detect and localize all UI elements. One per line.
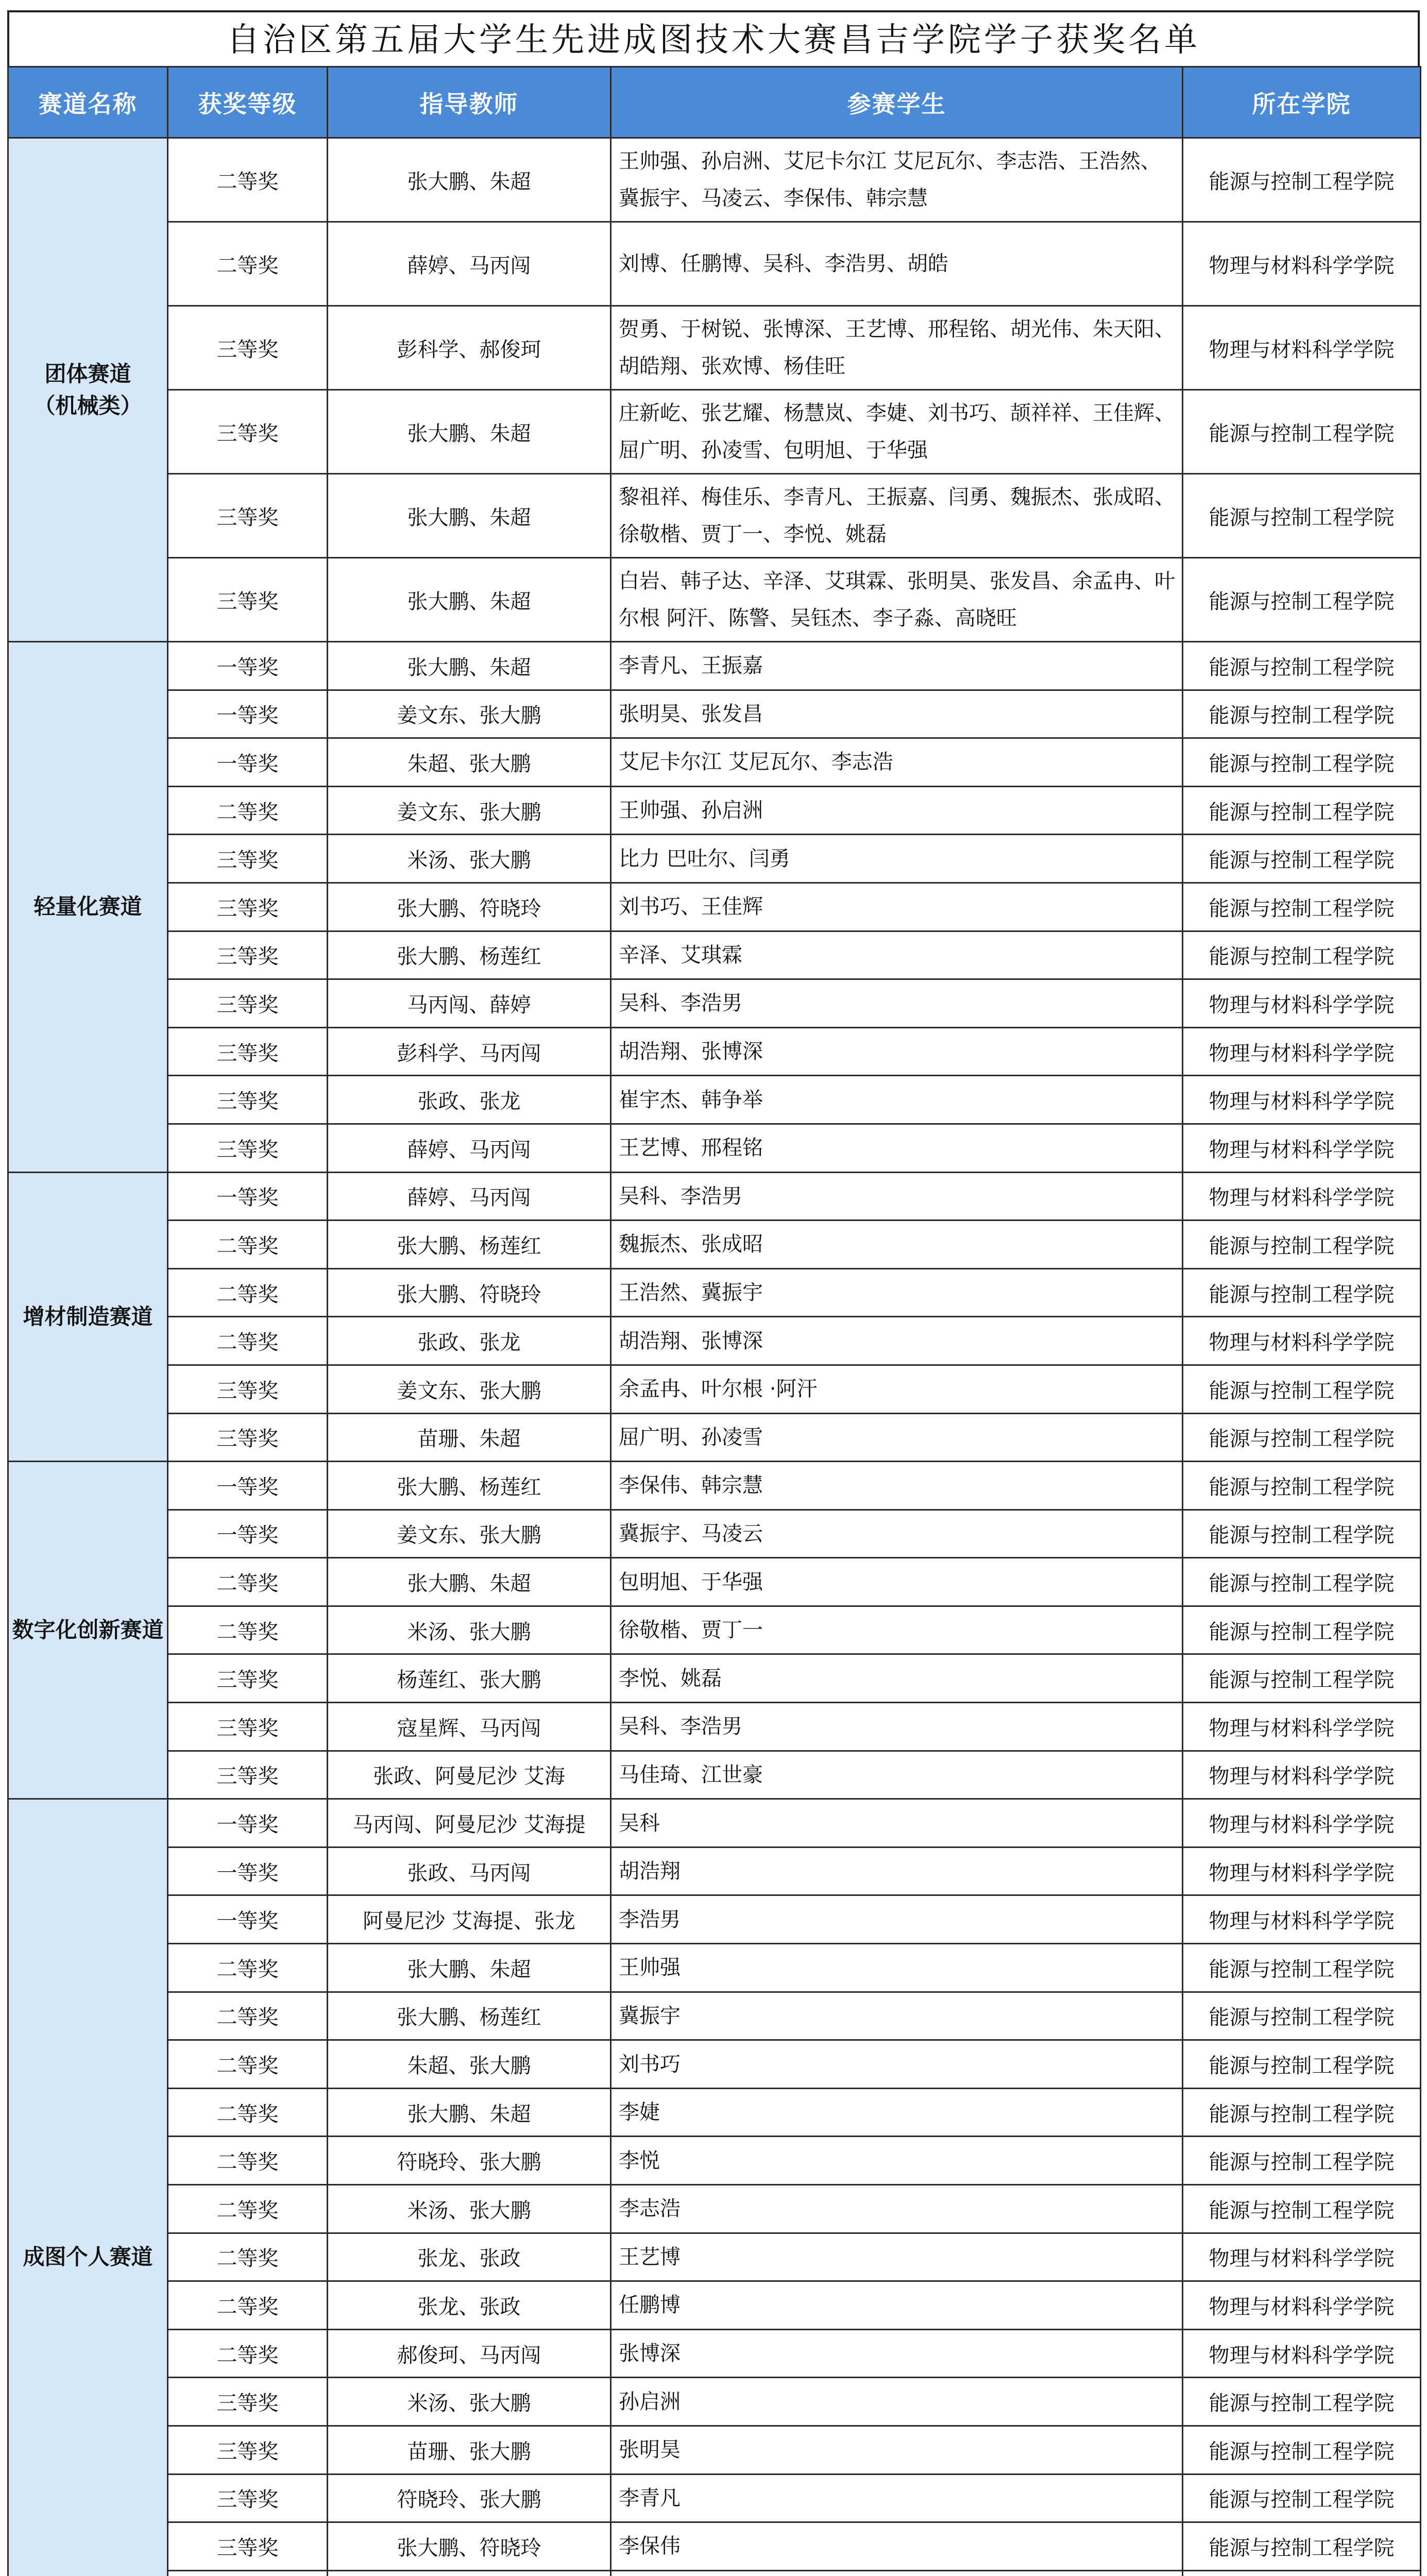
table-row <box>8 1124 1421 1172</box>
students-cell: 王帅强 <box>611 1944 1183 1992</box>
table-row <box>8 1751 1421 1799</box>
award-level-cell: 一等奖 <box>168 1172 328 1221</box>
header-track: 赛道名称 <box>8 67 168 138</box>
table-row <box>8 1268 1421 1317</box>
teachers-cell: 朱超、张大鹏 <box>328 2040 611 2089</box>
students-cell: 吴科、李浩男 <box>611 979 1183 1028</box>
table-row <box>8 1944 1421 1992</box>
table-row <box>8 138 1421 222</box>
college-cell: 能源与控制工程学院 <box>1183 1413 1421 1462</box>
students-cell: 艾尼卡尔江 艾尼瓦尔、李志浩 <box>611 738 1183 787</box>
college-cell: 能源与控制工程学院 <box>1183 2522 1421 2571</box>
college-cell: 能源与控制工程学院 <box>1183 2474 1421 2522</box>
table-row <box>8 690 1421 738</box>
teachers-cell: 张大鹏、朱超 <box>328 642 611 690</box>
college-cell: 能源与控制工程学院 <box>1183 1510 1421 1558</box>
award-level-cell: 三等奖 <box>168 1365 328 1413</box>
table-row <box>8 2570 1421 2576</box>
college-cell: 物理与材料科学学院 <box>1183 979 1421 1028</box>
award-level-cell: 二等奖 <box>168 1317 328 1365</box>
track-name-line: 轻量化赛道 <box>33 894 142 920</box>
table-row <box>8 1462 1421 1510</box>
college-cell: 物理与材料科学学院 <box>1183 2233 1421 2281</box>
college-cell: 能源与控制工程学院 <box>1183 474 1421 558</box>
college-cell: 物理与材料科学学院 <box>1183 1703 1421 1751</box>
college-cell: 物理与材料科学学院 <box>1183 2329 1421 2378</box>
award-level-cell: 二等奖 <box>168 2088 328 2137</box>
award-level-cell: 二等奖 <box>168 138 328 222</box>
table-row <box>8 786 1421 835</box>
award-level-cell: 二等奖 <box>168 2185 328 2233</box>
header-college: 所在学院 <box>1183 67 1421 138</box>
award-level-cell: 二等奖 <box>168 1992 328 2040</box>
award-level-cell: 一等奖 <box>168 1510 328 1558</box>
students-cell: 吴科 <box>611 1799 1183 1848</box>
students-cell: 黎祖祥、梅佳乐、李青凡、王振嘉、闫勇、魏振杰、张成昭、徐敬楷、贾丁一、李悦、姚磊 <box>611 474 1183 558</box>
students-cell: 任鹏博 <box>611 2281 1183 2330</box>
award-level-cell: 三等奖 <box>168 1027 328 1076</box>
award-level-cell: 三等奖 <box>168 979 328 1028</box>
table-row <box>8 1172 1421 1221</box>
students-cell: 庄新屹、张艺耀、杨慧岚、李婕、刘书巧、颉祥祥、王佳辉、屈广明、孙凌雪、包明旭、于华强 <box>611 390 1183 474</box>
table-row <box>8 2426 1421 2474</box>
table-row <box>8 1703 1421 1751</box>
teachers-cell: 米汤、张大鹏 <box>328 1606 611 1654</box>
table-row <box>8 2522 1421 2571</box>
students-cell: 张博深 <box>611 2329 1183 2378</box>
teachers-cell: 张政、张龙 <box>328 1076 611 1124</box>
award-level-cell: 三等奖 <box>168 1124 328 1172</box>
college-cell: 能源与控制工程学院 <box>1183 1654 1421 1703</box>
award-level-cell: 三等奖 <box>168 2378 328 2426</box>
students-cell: 王艺博 <box>611 2233 1183 2281</box>
teachers-cell: 张大鹏、符晓玲 <box>328 1268 611 1317</box>
students-cell: 王帅强、孙启洲 <box>611 786 1183 835</box>
teachers-cell: 张大鹏、杨莲红 <box>328 1462 611 1510</box>
college-cell: 能源与控制工程学院 <box>1183 2040 1421 2089</box>
header-teachers: 指导教师 <box>328 67 611 138</box>
students-cell: 李浩男 <box>611 1895 1183 1944</box>
teachers-cell: 符晓玲、张大鹏 <box>328 2137 611 2185</box>
college-cell: 物理与材料科学学院 <box>1183 306 1421 390</box>
award-level-cell: 二等奖 <box>168 1268 328 1317</box>
track-name-line: 成图个人赛道 <box>23 2244 153 2269</box>
teachers-cell: 郝俊珂、马丙闯 <box>328 2329 611 2378</box>
award-level-cell: 一等奖 <box>168 1799 328 1848</box>
track-name-line: （机械类） <box>33 393 142 418</box>
table-row <box>8 1317 1421 1365</box>
teachers-cell: 张大鹏、符晓玲 <box>328 883 611 931</box>
teachers-cell: 张政、阿曼尼沙 艾海 <box>328 1751 611 1799</box>
college-cell: 物理与材料科学学院 <box>1183 1751 1421 1799</box>
students-cell <box>611 2570 1183 2576</box>
award-level-cell: 三等奖 <box>168 1654 328 1703</box>
teachers-cell: 张大鹏、朱超 <box>328 138 611 222</box>
table-row <box>8 2329 1421 2378</box>
students-cell: 比力 巴吐尔、闫勇 <box>611 835 1183 883</box>
award-level-cell: 三等奖 <box>168 306 328 390</box>
teachers-cell: 张大鹏、杨莲红 <box>328 931 611 979</box>
college-cell: 能源与控制工程学院 <box>1183 1558 1421 1606</box>
table-row <box>8 883 1421 931</box>
teachers-cell: 薛婷、马丙闯 <box>328 222 611 306</box>
table-row <box>8 835 1421 883</box>
table-row <box>8 558 1421 642</box>
teachers-cell: 张大鹏、朱超 <box>328 390 611 474</box>
college-cell: 物理与材料科学学院 <box>1183 2281 1421 2330</box>
teachers-cell: 彭科学、马丙闯 <box>328 1027 611 1076</box>
students-cell: 屈广明、孙凌雪 <box>611 1413 1183 1462</box>
award-level-cell: 一等奖 <box>168 642 328 690</box>
award-level-cell: 一等奖 <box>168 1847 328 1895</box>
students-cell: 胡浩翔、张博深 <box>611 1317 1183 1365</box>
college-cell: 物理与材料科学学院 <box>1183 1124 1421 1172</box>
table-header <box>8 67 1421 138</box>
college-cell: 能源与控制工程学院 <box>1183 2137 1421 2185</box>
students-cell: 李保伟、韩宗慧 <box>611 1462 1183 1510</box>
college-cell: 能源与控制工程学院 <box>1183 2426 1421 2474</box>
students-cell: 魏振杰、张成昭 <box>611 1221 1183 1269</box>
table-row <box>8 2281 1421 2330</box>
students-cell: 李婕 <box>611 2088 1183 2137</box>
track-name-cell <box>8 138 168 642</box>
college-cell: 能源与控制工程学院 <box>1183 1992 1421 2040</box>
college-cell: 能源与控制工程学院 <box>1183 558 1421 642</box>
award-level-cell: 三等奖 <box>168 2474 328 2522</box>
award-level-cell: 二等奖 <box>168 1944 328 1992</box>
students-cell: 刘书巧 <box>611 2040 1183 2089</box>
table-row <box>8 1895 1421 1944</box>
table-row <box>8 1847 1421 1895</box>
award-level-cell: 三等奖 <box>168 883 328 931</box>
award-level-cell: 三等奖 <box>168 474 328 558</box>
table-row <box>8 1558 1421 1606</box>
award-level-cell: 三等奖 <box>168 558 328 642</box>
award-level-cell: 三等奖 <box>168 1751 328 1799</box>
table-row <box>8 1606 1421 1654</box>
track-name-cell <box>8 1462 168 1799</box>
award-level-cell: 三等奖 <box>168 1413 328 1462</box>
award-level-cell: 二等奖 <box>168 1606 328 1654</box>
students-cell: 王浩然、冀振宇 <box>611 1268 1183 1317</box>
table-row <box>8 2040 1421 2089</box>
college-cell: 物理与材料科学学院 <box>1183 1895 1421 1944</box>
track-name-cell <box>8 642 168 1173</box>
track-name-line: 团体赛道 <box>44 361 131 386</box>
table-row <box>8 2474 1421 2522</box>
table-row <box>8 2088 1421 2137</box>
teachers-cell: 苗珊、朱超 <box>328 1413 611 1462</box>
award-level-cell: 二等奖 <box>168 786 328 835</box>
table-row <box>8 2137 1421 2185</box>
teachers-cell: 朱超、张大鹏 <box>328 738 611 787</box>
college-cell: 能源与控制工程学院 <box>1183 642 1421 690</box>
award-level-cell: 三等奖 <box>168 390 328 474</box>
track-name-line: 增材制造赛道 <box>23 1303 153 1329</box>
award-level-cell: 二等奖 <box>168 2137 328 2185</box>
table-row <box>8 1510 1421 1558</box>
teachers-cell: 马丙闯、薛婷 <box>328 979 611 1028</box>
college-cell: 能源与控制工程学院 <box>1183 931 1421 979</box>
college-cell: 能源与控制工程学院 <box>1183 738 1421 787</box>
students-cell: 王帅强、孙启洲、艾尼卡尔江 艾尼瓦尔、李志浩、王浩然、冀振宇、马凌云、李保伟、韩宗慧 <box>611 138 1183 222</box>
students-cell: 冀振宇 <box>611 1992 1183 2040</box>
award-level-cell: 二等奖 <box>168 2281 328 2330</box>
college-cell: 物理与材料科学学院 <box>1183 1847 1421 1895</box>
college-cell: 物理与材料科学学院 <box>1183 1799 1421 1848</box>
teachers-cell: 张大鹏、朱超 <box>328 558 611 642</box>
teachers-cell: 张大鹏、杨莲红 <box>328 1992 611 2040</box>
teachers-cell: 张大鹏、朱超 <box>328 2088 611 2137</box>
college-cell: 能源与控制工程学院 <box>1183 835 1421 883</box>
table-body <box>8 138 1421 2576</box>
table-row <box>8 390 1421 474</box>
students-cell: 李悦、姚磊 <box>611 1654 1183 1703</box>
college-cell: 能源与控制工程学院 <box>1183 1606 1421 1654</box>
teachers-cell: 张龙、张政 <box>328 2281 611 2330</box>
track-name-cell <box>8 1799 168 2576</box>
teachers-cell: 薛婷、马丙闯 <box>328 1172 611 1221</box>
college-cell: 能源与控制工程学院 <box>1183 1944 1421 1992</box>
award-level-cell: 一等奖 <box>168 1895 328 1944</box>
award-level-cell: 二等奖 <box>168 1221 328 1269</box>
students-cell: 贺勇、于树锐、张博深、王艺博、邢程铭、胡光伟、朱天阳、胡皓翔、张欢博、杨佳旺 <box>611 306 1183 390</box>
teachers-cell: 张政、马丙闯 <box>328 1847 611 1895</box>
table-row <box>8 1365 1421 1413</box>
teachers-cell: 米汤、张大鹏 <box>328 2378 611 2426</box>
teachers-cell: 张政、张龙 <box>328 1317 611 1365</box>
students-cell: 孙启洲 <box>611 2378 1183 2426</box>
table-row <box>8 931 1421 979</box>
teachers-cell: 符晓玲、张大鹏 <box>328 2474 611 2522</box>
teachers-cell: 米汤、张大鹏 <box>328 2185 611 2233</box>
award-level-cell: 一等奖 <box>168 1462 328 1510</box>
students-cell: 辛泽、艾琪霖 <box>611 931 1183 979</box>
award-level-cell: 三等奖 <box>168 931 328 979</box>
document-title: 自治区第五届大学生先进成图技术大赛昌吉学院学子获奖名单 <box>7 10 1420 66</box>
table-row <box>8 738 1421 787</box>
teachers-cell: 张大鹏、朱超 <box>328 1558 611 1606</box>
college-cell: 能源与控制工程学院 <box>1183 138 1421 222</box>
teachers-cell: 张大鹏、朱超 <box>328 474 611 558</box>
students-cell: 刘书巧、王佳辉 <box>611 883 1183 931</box>
college-cell: 能源与控制工程学院 <box>1183 786 1421 835</box>
award-level-cell: 一等奖 <box>168 690 328 738</box>
table-row <box>8 1076 1421 1124</box>
students-cell: 李悦 <box>611 2137 1183 2185</box>
teachers-cell: 彭科学、郝俊珂 <box>328 306 611 390</box>
award-level-cell: 三等奖 <box>168 1703 328 1751</box>
teachers-cell: 张龙、张政 <box>328 2233 611 2281</box>
students-cell: 李志浩 <box>611 2185 1183 2233</box>
students-cell: 马佳琦、江世豪 <box>611 1751 1183 1799</box>
table-row <box>8 2233 1421 2281</box>
college-cell: 能源与控制工程学院 <box>1183 390 1421 474</box>
students-cell: 李青凡 <box>611 2474 1183 2522</box>
college-cell: 能源与控制工程学院 <box>1183 1365 1421 1413</box>
table-row <box>8 474 1421 558</box>
award-level-cell: 三等奖 <box>168 2426 328 2474</box>
award-level-cell: 二等奖 <box>168 2329 328 2378</box>
students-cell: 李保伟 <box>611 2522 1183 2571</box>
college-cell: 物理与材料科学学院 <box>1183 1317 1421 1365</box>
college-cell: 能源与控制工程学院 <box>1183 690 1421 738</box>
award-level-cell <box>168 2570 328 2576</box>
teachers-cell <box>328 2570 611 2576</box>
award-level-cell: 一等奖 <box>168 738 328 787</box>
college-cell: 能源与控制工程学院 <box>1183 2088 1421 2137</box>
teachers-cell: 张大鹏、符晓玲 <box>328 2522 611 2571</box>
teachers-cell: 苗珊、张大鹏 <box>328 2426 611 2474</box>
table-row <box>8 1992 1421 2040</box>
students-cell: 王艺博、邢程铭 <box>611 1124 1183 1172</box>
college-cell: 能源与控制工程学院 <box>1183 883 1421 931</box>
award-table <box>7 66 1421 2576</box>
teachers-cell: 杨莲红、张大鹏 <box>328 1654 611 1703</box>
award-level-cell: 二等奖 <box>168 2040 328 2089</box>
students-cell: 白岩、韩子达、辛泽、艾琪霖、张明昊、张发昌、余孟冉、叶尔根 阿汗、陈警、吴钰杰、李子淼、高晓旺 <box>611 558 1183 642</box>
table-row <box>8 2185 1421 2233</box>
award-level-cell: 二等奖 <box>168 1558 328 1606</box>
teachers-cell: 姜文东、张大鹏 <box>328 1365 611 1413</box>
award-level-cell: 三等奖 <box>168 1076 328 1124</box>
teachers-cell: 姜文东、张大鹏 <box>328 690 611 738</box>
teachers-cell: 姜文东、张大鹏 <box>328 1510 611 1558</box>
college-cell: 能源与控制工程学院 <box>1183 2185 1421 2233</box>
table-row <box>8 1221 1421 1269</box>
college-cell: 能源与控制工程学院 <box>1183 1268 1421 1317</box>
table-row <box>8 1654 1421 1703</box>
teachers-cell: 寇星辉、马丙闯 <box>328 1703 611 1751</box>
table-row <box>8 222 1421 306</box>
track-name-cell <box>8 1172 168 1462</box>
award-level-cell: 二等奖 <box>168 222 328 306</box>
table-row <box>8 1413 1421 1462</box>
teachers-cell: 马丙闯、阿曼尼沙 艾海提 <box>328 1799 611 1848</box>
table-row <box>8 306 1421 390</box>
teachers-cell: 薛婷、马丙闯 <box>328 1124 611 1172</box>
students-cell: 胡浩翔、张博深 <box>611 1027 1183 1076</box>
award-level-cell: 二等奖 <box>168 2233 328 2281</box>
header-students: 参赛学生 <box>611 67 1183 138</box>
college-cell <box>1183 2570 1421 2576</box>
teachers-cell: 张大鹏、朱超 <box>328 1944 611 1992</box>
students-cell: 张明昊 <box>611 2426 1183 2474</box>
students-cell: 崔宇杰、韩争举 <box>611 1076 1183 1124</box>
table-row <box>8 1799 1421 1848</box>
students-cell: 徐敬楷、贾丁一 <box>611 1606 1183 1654</box>
college-cell: 能源与控制工程学院 <box>1183 1462 1421 1510</box>
students-cell: 李青凡、王振嘉 <box>611 642 1183 690</box>
students-cell: 胡浩翔 <box>611 1847 1183 1895</box>
college-cell: 物理与材料科学学院 <box>1183 1172 1421 1221</box>
students-cell: 冀振宇、马凌云 <box>611 1510 1183 1558</box>
award-level-cell: 三等奖 <box>168 2522 328 2571</box>
teachers-cell: 姜文东、张大鹏 <box>328 786 611 835</box>
college-cell: 能源与控制工程学院 <box>1183 2378 1421 2426</box>
college-cell: 物理与材料科学学院 <box>1183 1027 1421 1076</box>
college-cell: 物理与材料科学学院 <box>1183 1076 1421 1124</box>
table-row <box>8 979 1421 1028</box>
table-row <box>8 2378 1421 2426</box>
college-cell: 能源与控制工程学院 <box>1183 1221 1421 1269</box>
students-cell: 余孟冉、叶尔根 ·阿汗 <box>611 1365 1183 1413</box>
header-level: 获奖等级 <box>168 67 328 138</box>
students-cell: 张明昊、张发昌 <box>611 690 1183 738</box>
table-row <box>8 1027 1421 1076</box>
teachers-cell: 阿曼尼沙 艾海提、张龙 <box>328 1895 611 1944</box>
students-cell: 吴科、李浩男 <box>611 1703 1183 1751</box>
students-cell: 刘博、任鹏博、吴科、李浩男、胡皓 <box>611 222 1183 306</box>
students-cell: 包明旭、于华强 <box>611 1558 1183 1606</box>
teachers-cell: 米汤、张大鹏 <box>328 835 611 883</box>
students-cell: 吴科、李浩男 <box>611 1172 1183 1221</box>
table-row <box>8 642 1421 690</box>
award-level-cell: 三等奖 <box>168 835 328 883</box>
teachers-cell: 张大鹏、杨莲红 <box>328 1221 611 1269</box>
college-cell: 物理与材料科学学院 <box>1183 222 1421 306</box>
track-name-line: 数字化创新赛道 <box>12 1617 164 1643</box>
